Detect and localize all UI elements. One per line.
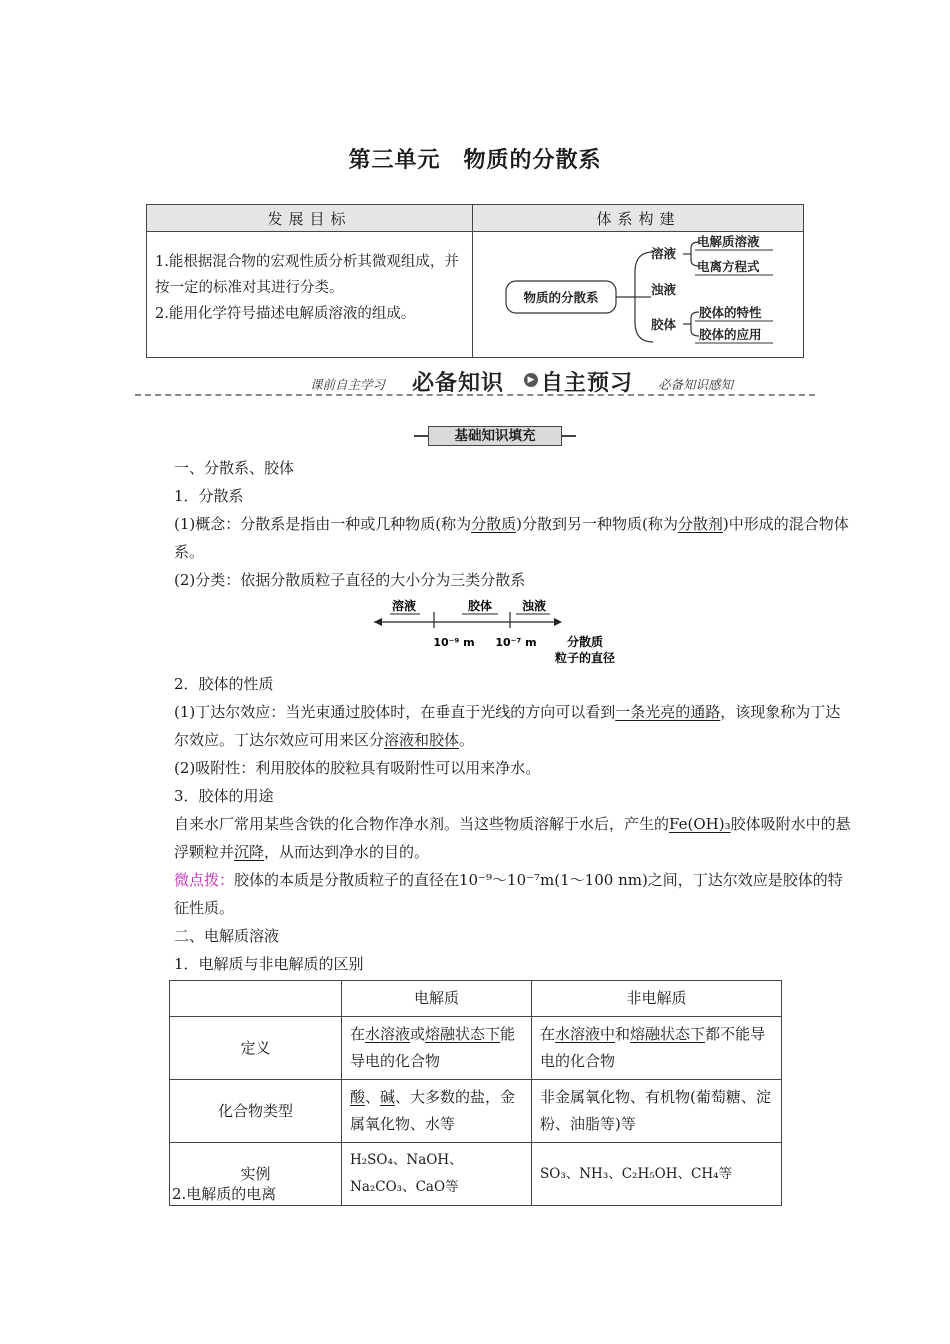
header-electrolyte: 电解质 [342, 981, 532, 1017]
goal-1: 1.能根据混合物的宏观性质分析其微观组成，并按一定的标准对其进行分类。 [155, 254, 459, 296]
adsorption-paragraph: (2)吸附性：利用胶体的胶粒具有吸附性可以用来净水。 [174, 759, 541, 777]
classification-paragraph: (2)分类：依据分散质粒子直径的大小分为三类分散系 [174, 571, 526, 589]
heading-colloid-properties: 2．胶体的性质 [174, 675, 274, 693]
branch-colloid: 胶体 [651, 317, 677, 332]
concept-paragraph: (1)概念：分散系是指由一种或几种物质(称为分散质)分散到另一种物质(称为分散剂)中形成的混合物体系。 [174, 515, 849, 561]
heading-dispersion-system: 1．分散系 [174, 487, 244, 505]
header-blank [170, 981, 342, 1017]
tip-label: 微点拨： [174, 871, 235, 889]
goal-2: 2.能用化学符号描述电解质溶液的组成。 [155, 306, 416, 322]
heading-ionization: 2.电解质的电离 [172, 1185, 277, 1203]
heading-colloid-uses: 3．胶体的用途 [174, 787, 274, 805]
branch-solution: 溶液 [651, 246, 677, 261]
section-tag [414, 426, 576, 446]
section-tag-label: 基础知识填充 [428, 426, 562, 446]
heading-dispersion: 一、分散系、胶体 [174, 459, 295, 477]
leaf-electrolyte-solution: 电解质溶液 [697, 234, 760, 249]
banner-title-right: 自主预习 [541, 371, 634, 396]
axis-tick-1: 10⁻⁹ m [433, 636, 475, 649]
electrolyte-comparison-table [169, 980, 782, 1206]
goals-header: 发展目标 [267, 210, 352, 228]
cell-nonelectrolyte-types: 非金属氧化物、有机物(葡萄糖、淀粉、油脂等)等 [532, 1080, 782, 1143]
branch-suspension: 浊液 [651, 282, 677, 297]
banner-title-left: 必备知识 [412, 371, 505, 396]
header-nonelectrolyte: 非电解质 [532, 981, 782, 1017]
tyndall-paragraph: (1)丁达尔效应：当光束通过胶体时，在垂直于光线的方向可以看到一条光亮的通路，该现象称为丁达尔效应。丁达尔效应可用来区分溶液和胶体。 [174, 703, 841, 749]
mindmap-root: 物质的分散系 [523, 290, 599, 305]
cell-nonelectrolyte-definition: 在水溶液中和熔融状态下都不能导电的化合物 [532, 1017, 782, 1080]
cell-electrolyte-examples: H₂SO₄、NaOH、Na₂CO₃、CaO等 [342, 1143, 532, 1206]
axis-label-solution: 溶液 [391, 599, 417, 613]
particle-size-axis [370, 596, 630, 668]
banner-left-caption: 课前自主学习 [310, 377, 386, 392]
section-banner [135, 366, 815, 400]
uses-paragraph: 自来水厂常用某些含铁的化合物作净水剂。当这些物质溶解于水后，产生的Fe(OH)₃胶体吸附水中的悬浮颗粒并沉降，从而达到净水的目的。 [174, 815, 851, 861]
heading-electrolyte-difference: 1．电解质与非电解质的区别 [174, 955, 364, 973]
banner-right-caption: 必备知识感知 [658, 377, 734, 392]
leaf-colloid-applications: 胶体的应用 [699, 327, 762, 342]
row-label-definition: 定义 [170, 1017, 342, 1080]
framework-header: 体系构建 [596, 210, 681, 228]
banner-divider-icon: ▶ [524, 373, 538, 387]
axis-label-colloid: 胶体 [467, 599, 493, 613]
axis-tick-2: 10⁻⁷ m [495, 636, 537, 649]
axis-label-suspension: 浊液 [521, 599, 547, 613]
tip-paragraph: 微点拨：胶体的本质是分散质粒子的直径在10⁻⁹～10⁻⁷m(1～100 nm)之间，丁达尔效应是胶体的特征性质。 [174, 871, 843, 917]
axis-end-label-2: 粒子的直径 [554, 651, 616, 665]
row-label-examples: 实例 [170, 1143, 342, 1206]
table-header-row [170, 981, 782, 1017]
concept-mindmap [473, 232, 804, 358]
page-title: 第三单元 物质的分散系 [348, 148, 602, 173]
table-row [170, 1080, 782, 1143]
axis-end-label-1: 分散质 [566, 635, 604, 649]
cell-electrolyte-definition: 在水溶液或熔融状态下能导电的化合物 [342, 1017, 532, 1080]
cell-electrolyte-types: 酸、碱、大多数的盐，金属氧化物、水等 [342, 1080, 532, 1143]
objectives-table [146, 204, 804, 358]
heading-electrolyte: 二、电解质溶液 [174, 927, 280, 945]
goals-text [155, 249, 465, 327]
leaf-ionization-equation: 电离方程式 [697, 259, 760, 274]
row-label-compound-type: 化合物类型 [170, 1080, 342, 1143]
table-row [170, 1017, 782, 1080]
cell-nonelectrolyte-examples: SO₃、NH₃、C₂H₅OH、CH₄等 [532, 1143, 782, 1206]
leaf-colloid-properties: 胶体的特性 [699, 305, 762, 320]
